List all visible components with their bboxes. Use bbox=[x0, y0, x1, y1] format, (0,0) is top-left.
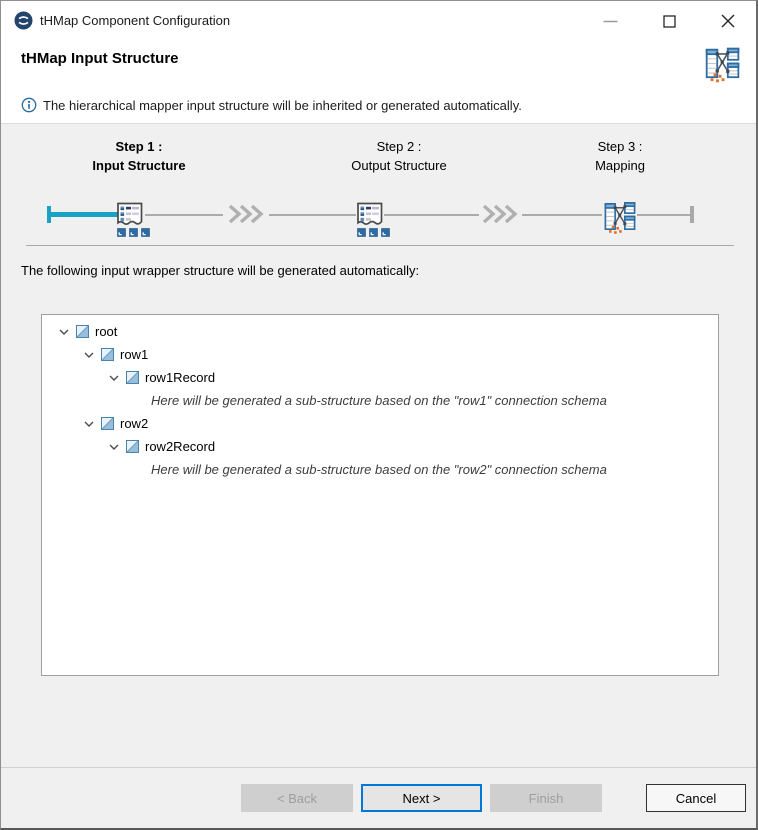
thmap-component-icon bbox=[703, 45, 741, 83]
step-1-line2: Input Structure bbox=[92, 158, 186, 173]
input-structure-icon bbox=[116, 201, 144, 227]
chevron-down-icon[interactable] bbox=[84, 352, 94, 358]
structure-tree[interactable] bbox=[41, 314, 719, 676]
element-icon bbox=[76, 325, 89, 338]
content-description: The following input wrapper structure will be generated automatically: bbox=[21, 263, 420, 278]
chevron-down-icon[interactable] bbox=[84, 421, 94, 427]
tree-item-label: row1Record bbox=[145, 370, 216, 385]
step-2-line2: Output Structure bbox=[351, 158, 447, 173]
info-message: The hierarchical mapper input structure will be inherited or generated automatically. bbox=[43, 98, 522, 113]
progress-line bbox=[522, 214, 602, 216]
step-3-line1: Step 3 : bbox=[597, 139, 643, 154]
tree-note-text: Here will be generated a sub-structure based on the "row1" connection schema bbox=[151, 393, 607, 408]
maximize-icon bbox=[663, 15, 676, 28]
wizard-content bbox=[1, 247, 756, 767]
tree-item-label: row1 bbox=[120, 347, 149, 362]
talend-logo-icon bbox=[14, 11, 33, 30]
close-button[interactable] bbox=[715, 8, 741, 34]
schema-square-icon bbox=[129, 228, 138, 237]
tree-item-row2record[interactable] bbox=[42, 435, 718, 458]
schema-square-icon bbox=[369, 228, 378, 237]
schema-square-icon bbox=[117, 228, 126, 237]
back-button: < Back bbox=[241, 784, 353, 812]
schema-square-icon bbox=[357, 228, 366, 237]
tree-item-row2[interactable] bbox=[42, 412, 718, 435]
mapping-step-icon bbox=[602, 199, 637, 235]
progress-line bbox=[145, 214, 223, 216]
progress-active-bar bbox=[49, 212, 119, 217]
next-button[interactable]: Next > bbox=[361, 784, 482, 812]
output-structure-sub-icons bbox=[357, 228, 393, 238]
chevron-down-icon[interactable] bbox=[109, 444, 119, 450]
chevron-down-icon[interactable] bbox=[109, 375, 119, 381]
element-icon bbox=[101, 417, 114, 430]
schema-square-icon bbox=[141, 228, 150, 237]
step-2-line1: Step 2 : bbox=[376, 139, 422, 154]
progress-line bbox=[269, 214, 356, 216]
tree-item-label: root bbox=[95, 324, 118, 339]
tree-item-row1record[interactable] bbox=[42, 366, 718, 389]
chevron-down-icon[interactable] bbox=[59, 329, 69, 335]
progress-end-cap bbox=[690, 206, 694, 223]
tree-note-text: Here will be generated a sub-structure based on the "row2" connection schema bbox=[151, 462, 607, 477]
element-icon bbox=[126, 371, 139, 384]
progress-line bbox=[384, 214, 479, 216]
wizard-steps-panel bbox=[1, 124, 756, 247]
tree-note-row2 bbox=[42, 458, 718, 481]
step-2-label bbox=[299, 137, 499, 175]
input-structure-sub-icons bbox=[117, 228, 153, 238]
finish-button: Finish bbox=[490, 784, 602, 812]
close-icon bbox=[721, 14, 735, 28]
minimize-icon bbox=[603, 20, 618, 23]
cancel-button[interactable]: Cancel bbox=[646, 784, 746, 812]
title-bar bbox=[1, 1, 756, 41]
minimize-button[interactable] bbox=[597, 8, 623, 34]
tree-item-label: row2 bbox=[120, 416, 149, 431]
tree-item-row1[interactable] bbox=[42, 343, 718, 366]
tree-item-label: row2Record bbox=[145, 439, 216, 454]
tree-note-row1 bbox=[42, 389, 718, 412]
step-3-label bbox=[520, 137, 720, 175]
element-icon bbox=[101, 348, 114, 361]
window-title: tHMap Component Configuration bbox=[40, 13, 231, 28]
page-title: tHMap Input Structure bbox=[21, 50, 179, 67]
next-step-chevrons-icon bbox=[228, 205, 266, 223]
button-bar bbox=[1, 767, 756, 829]
step-1-line1: Step 1 : bbox=[115, 139, 163, 154]
step-3-line2: Mapping bbox=[595, 158, 645, 173]
step-1-label bbox=[39, 137, 239, 175]
progress-line bbox=[637, 214, 690, 216]
output-structure-icon bbox=[356, 201, 384, 227]
element-icon bbox=[126, 440, 139, 453]
maximize-button[interactable] bbox=[656, 8, 682, 34]
schema-square-icon bbox=[381, 228, 390, 237]
steps-separator bbox=[26, 245, 734, 246]
next-step-chevrons-icon bbox=[482, 205, 520, 223]
info-icon bbox=[21, 97, 37, 113]
tree-item-root[interactable] bbox=[42, 320, 718, 343]
